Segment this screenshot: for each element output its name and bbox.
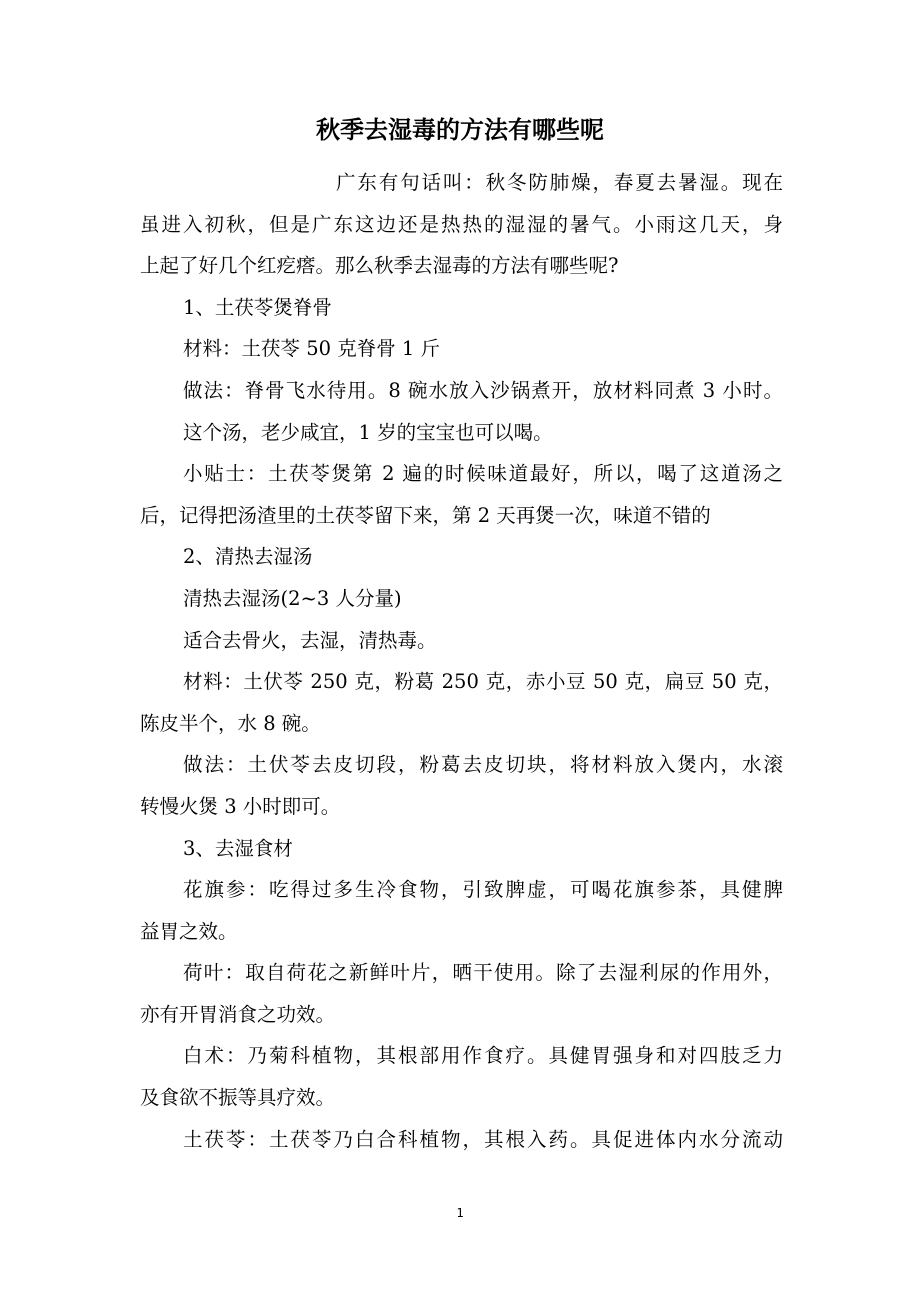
text-line: 适合去骨火，去湿，清热毒。 [183,628,437,652]
document-body [140,162,783,1160]
text-line: 亦有开胃消食之功效。 [140,1002,336,1026]
text-line: 广东有句话叫：秋冬防肺燥，春夏去暑湿。现在 [336,171,783,194]
page-number: 1 [456,1206,464,1220]
text-line: 做法：土伏苓去皮切段，粉葛去皮切块，将材料放入煲内，水滚 [183,753,783,777]
text-line: 1、土茯苓煲脊骨 [183,295,332,319]
text-line: 2、清热去湿汤 [183,545,313,569]
text-line: 花旗参：吃得过多生冷食物，引致脾虚，可喝花旗参茶，具健脾 [183,878,783,902]
document-title: 秋季去湿毒的方法有哪些呢 [316,116,604,144]
text-line: 陈皮半个，水 8 碗。 [140,711,321,735]
text-line: 土茯苓：土茯苓乃白合科植物，其根入药。具促进体内水分流动 [183,1127,783,1151]
text-line: 荷叶：取自荷花之新鲜叶片，晒干使用。除了去湿利尿的作用外， [183,961,783,985]
text-line: 上起了好几个红疙瘩。那么秋季去湿毒的方法有哪些呢? [140,254,619,278]
text-line: 小贴士：土茯苓煲第 2 遍的时候味道最好，所以，喝了这道汤之 [183,462,783,486]
text-line: 清热去湿汤(2~3 人分量) [183,586,402,610]
text-line: 这个汤，老少咸宜，1 岁的宝宝也可以喝。 [183,420,553,444]
text-line: 白术：乃菊科植物，其根部用作食疗。具健胃强身和对四肢乏力 [183,1044,783,1068]
text-line: 材料：土茯苓 50 克脊骨 1 斤 [183,337,441,361]
text-line: 转慢火煲 3 小时即可。 [140,794,341,818]
text-line: 虽进入初秋，但是广东这边还是热热的湿湿的暑气。小雨这几天，身 [140,212,783,236]
text-line: 后，记得把汤渣里的土茯苓留下来，第 2 天再煲一次，味道不错的 [140,503,711,527]
text-line: 益胃之效。 [140,919,238,943]
text-line: 材料：土伏苓 250 克，粉葛 250 克，赤小豆 50 克，扁豆 50 克， [183,670,783,694]
text-line: 3、去湿食材 [183,836,293,860]
text-line: 做法：脊骨飞水待用。8 碗水放入沙锅煮开，放材料同煮 3 小时。 [183,378,783,402]
text-line: 及食欲不振等具疗效。 [140,1086,336,1110]
